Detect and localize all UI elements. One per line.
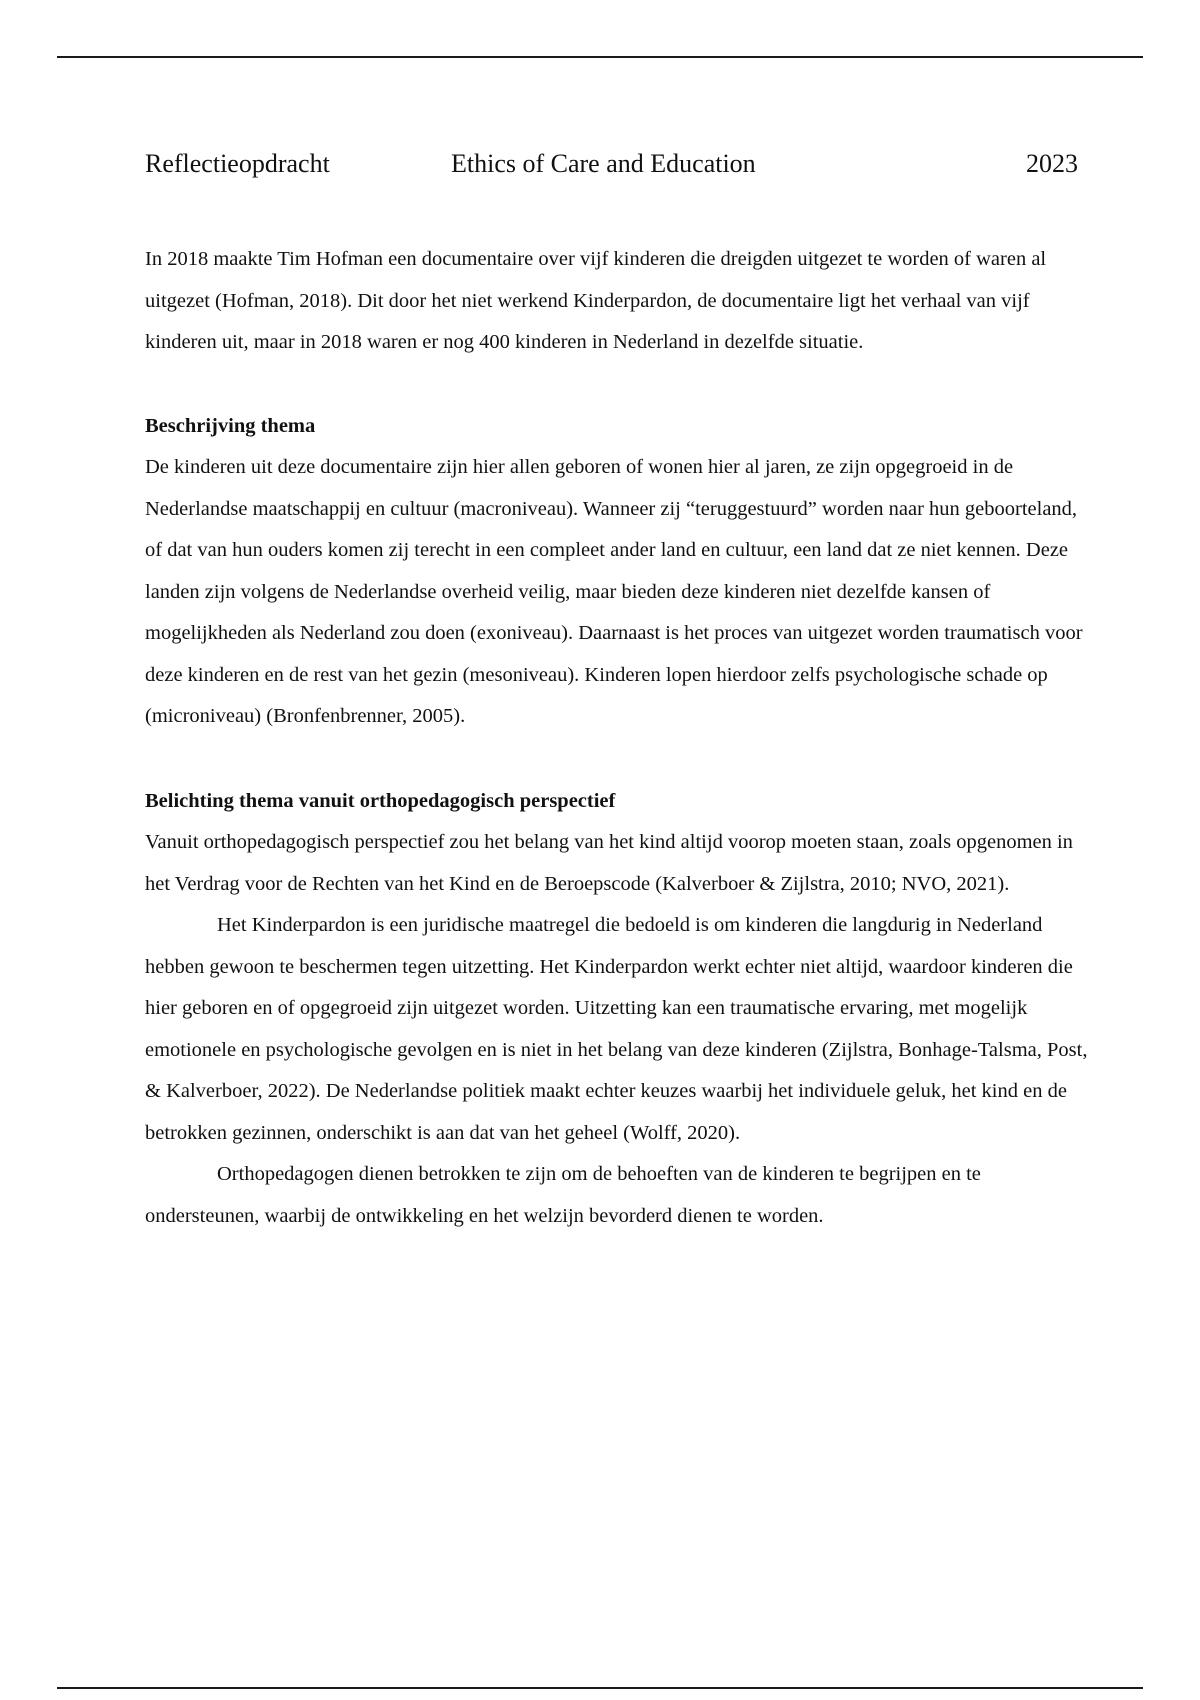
section-heading-description: Beschrijving thema: [145, 414, 316, 437]
intro-paragraph: In 2018 maakte Tim Hofman een documentaire over vijf kinderen die dreigden uitgezet te worden of waren al uitgezet (Hofman, 2018). Dit door het niet werkend Kinderpardon, de documentaire ligt het verhaal van vijf kinderen uit, maar in 2018 waren er nog 400 kinderen in Nederland in dezelfde situatie.: [145, 248, 1047, 353]
header-year: 2023: [1026, 149, 1078, 178]
header-rule: [57, 56, 1143, 58]
page-header: [145, 146, 1078, 182]
section-heading-perspective: Belichting thema vanuit orthopedagogisch perspectief: [145, 789, 616, 812]
section-perspective-paragraph-3: Orthopedagogen dienen betrokken te zijn om de behoeften van de kinderen te begrijpen en te ondersteunen, waarbij de ontwikkeling en het welzijn bevorderd dienen te worden.: [145, 1163, 981, 1227]
header-course-title: Ethics of Care and Education: [451, 149, 756, 178]
header-assignment-type: Reflectieopdracht: [145, 149, 330, 178]
section-description-paragraph: De kinderen uit deze documentaire zijn hier allen geboren of wonen hier al jaren, ze zijn opgegroeid in de Nederlandse maatschappij en cultuur (macroniveau). Wanneer zij “teruggestuurd” worden naar hun geboorteland, of dat van hun ouders komen zij terecht in een compleet ander land en cultuur, een land dat ze niet kennen. Deze landen zijn volgens de Nederlandse overheid veilig, maar bieden deze kinderen niet dezelfde kansen of mogelijkheden als Nederland zou doen (exoniveau). Daarnaast is het proces van uitgezet worden traumatisch voor deze kinderen en de rest van het gezin (mesoniveau). Kinderen lopen hierdoor zelfs psychologische schade op (microniveau) (Bronfenbrenner, 2005).: [145, 456, 1083, 727]
section-perspective-paragraph-1: Vanuit orthopedagogisch perspectief zou het belang van het kind altijd voorop moeten staan, zoals opgenomen in het Verdrag voor de Rechten van het Kind en de Beroepscode (Kalverboer & Zijlstra, 2010; NVO, 2021).: [145, 831, 1073, 895]
document-body: [145, 239, 1095, 1237]
footer-rule: [57, 1687, 1143, 1689]
section-perspective-paragraph-2: Het Kinderpardon is een juridische maatregel die bedoeld is om kinderen die langdurig in Nederland hebben gewoon te beschermen tegen uitzetting. Het Kinderpardon werkt echter niet altijd, waardoor kinderen die hier geboren en of opgegroeid zijn uitgezet worden. Uitzetting kan een traumatische ervaring, met mogelijk emotionele en psychologische gevolgen en is niet in het belang van deze kinderen (Zijlstra, Bonhage-Talsma, Post, & Kalverboer, 2022). De Nederlandse politiek maakt echter keuzes waarbij het individuele geluk, het kind en de betrokken gezinnen, onderschikt is aan dat van het geheel (Wolff, 2020).: [145, 914, 1088, 1144]
